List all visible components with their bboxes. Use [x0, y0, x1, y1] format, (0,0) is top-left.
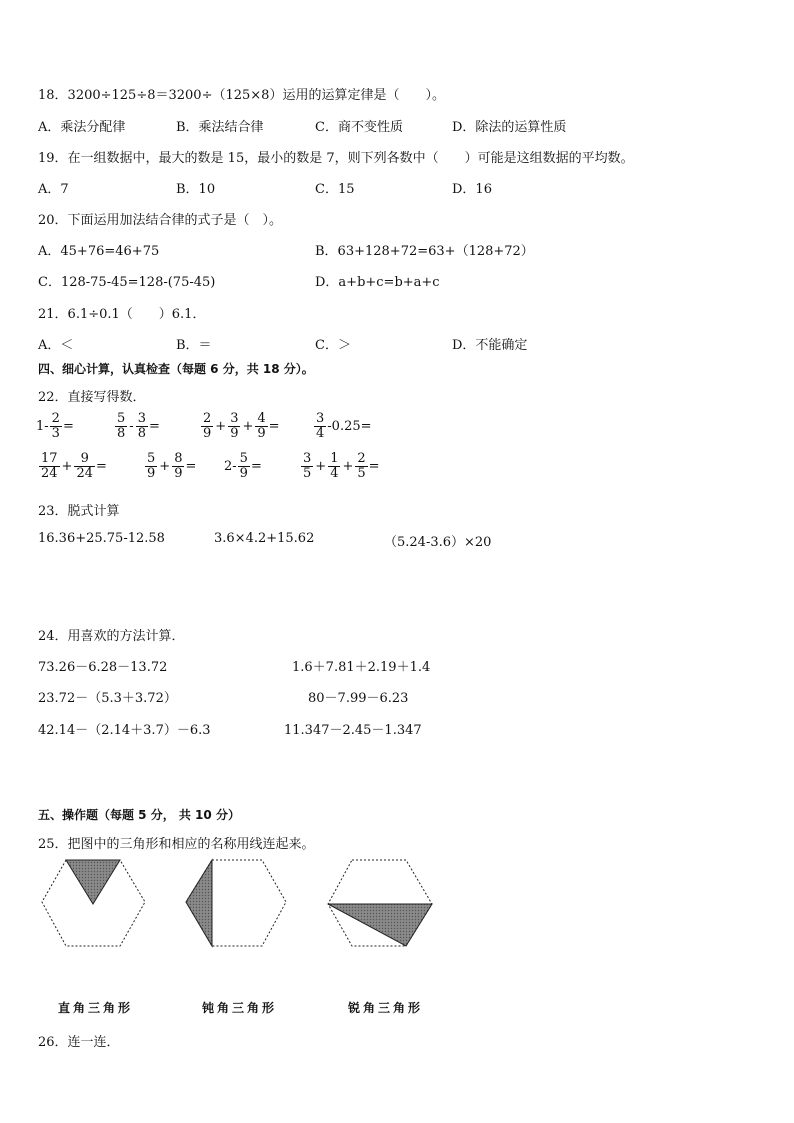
fraction [328, 452, 340, 480]
q23-item-2: 3.6×4.2+15.62 [214, 531, 315, 546]
q19-option-c: C．15 [315, 182, 355, 197]
operator: + [159, 458, 171, 474]
label-acute-triangle: 锐角三角形 [348, 1001, 424, 1015]
fraction [136, 412, 148, 440]
q24-item-4: 80－7.99－6.23 [308, 691, 409, 706]
q21-option-b: B．＝ [176, 338, 212, 353]
q19-option-a: A．7 [38, 182, 69, 197]
fraction [301, 452, 313, 480]
q22-expr-2 [114, 412, 160, 440]
q24-item-2: 1.6＋7.81＋2.19＋1.4 [292, 660, 431, 675]
fraction [201, 412, 213, 440]
q24-item-5: 42.14－（2.14＋3.7）－6.3 [38, 723, 211, 738]
q18-stem: 18．3200÷125÷8＝3200÷（125×8）运用的运算定律是（ ）。 [38, 88, 445, 103]
expr-text: = [250, 458, 262, 474]
q23-item-1: 16.36+25.75-12.58 [38, 531, 165, 546]
expr-text: = [96, 458, 107, 474]
q21-option-c: C．＞ [315, 338, 351, 353]
q22-stem: 22．直接写得数． [38, 390, 146, 405]
hexagon-figure-1 [42, 860, 145, 946]
numerator: 2 [51, 411, 60, 426]
numerator: 3 [137, 411, 146, 426]
q23-stem: 23．脱式计算 [38, 504, 120, 519]
q24-item-6: 11.347－2.45－1.347 [284, 723, 422, 738]
expr-text: = [62, 418, 74, 434]
expr-text: = [148, 418, 160, 434]
q22-expr-5 [38, 452, 107, 480]
q26-stem: 26．连一连． [38, 1035, 120, 1050]
q19-stem: 19．在一组数据中，最大的数是 15，最小的数是 7，则下列各数中（ ）可能是这组数据的平均数。 [38, 151, 634, 166]
denominator: 5 [303, 465, 312, 481]
q22-expr-7 [224, 452, 262, 480]
fraction [74, 452, 95, 480]
numerator: 9 [74, 452, 95, 467]
q18-option-a: A．乘法分配律 [38, 120, 126, 135]
operator: + [215, 418, 227, 434]
hexagon-outline [328, 860, 432, 946]
section-5-title: 五、操作题（每题 5 分， 共 10 分） [38, 808, 240, 822]
expr-text: = [268, 418, 280, 434]
denominator: 4 [330, 465, 339, 481]
numerator: 17 [41, 451, 58, 466]
denominator: 4 [316, 425, 325, 441]
numerator: 5 [147, 451, 156, 466]
shaded-triangle [328, 904, 432, 946]
section-4-title: 四、细心计算，认真检查（每题 6 分，共 18 分）。 [38, 362, 314, 376]
fraction [314, 412, 326, 440]
denominator: 9 [257, 425, 266, 441]
shaded-triangle [66, 860, 120, 904]
fraction [50, 412, 62, 440]
label-obtuse-triangle: 钝角三角形 [202, 1001, 278, 1015]
numerator: 3 [230, 411, 239, 426]
denominator: 9 [174, 465, 183, 481]
denominator: 9 [239, 465, 248, 481]
hexagon-figures [30, 852, 470, 972]
q18-option-b: B．乘法结合律 [176, 120, 264, 135]
expr-text: -0.25= [327, 418, 372, 434]
numerator: 2 [203, 411, 212, 426]
q21-option-d: D．不能确定 [452, 338, 528, 353]
q25-stem: 25．把图中的三角形和相应的名称用线连起来。 [38, 837, 315, 852]
expr-text: 2- [224, 458, 237, 474]
denominator: 9 [230, 425, 239, 441]
denominator: 24 [41, 465, 58, 481]
q20-stem: 20．下面运用加法结合律的式子是（ ）。 [38, 213, 283, 228]
operator: - [129, 418, 134, 434]
denominator: 8 [137, 425, 146, 441]
shaded-triangle [186, 860, 212, 946]
fraction [255, 412, 267, 440]
q21-stem: 21．6.1÷0.1（ ）6.1． [38, 307, 206, 322]
q22-expr-6 [144, 452, 196, 480]
operator: + [342, 458, 354, 474]
q24-item-3: 23.72－（5.3＋3.72） [38, 691, 177, 706]
q22-expr-3 [200, 412, 280, 440]
fraction [39, 452, 60, 480]
operator: + [61, 458, 73, 474]
denominator: 9 [203, 425, 212, 441]
q24-item-1: 73.26－6.28－13.72 [38, 660, 168, 675]
q19-option-d: D．16 [452, 182, 492, 197]
label-right-triangle: 直角三角形 [58, 1001, 134, 1015]
numerator: 3 [316, 411, 325, 426]
denominator: 3 [51, 425, 60, 441]
operator: + [242, 418, 254, 434]
q20-option-d: D．a+b+c=b+a+c [315, 275, 440, 290]
numerator: 1 [330, 451, 339, 466]
hexagon-figure-2 [186, 860, 286, 946]
denominator: 24 [76, 465, 93, 481]
q22-expr-8 [300, 452, 380, 480]
q19-option-b: B．10 [176, 182, 216, 197]
q23-item-3: （5.24-3.6）×20 [384, 535, 492, 550]
expr-text: = [185, 458, 197, 474]
expr-text: 1- [36, 418, 49, 434]
fraction [355, 452, 367, 480]
q20-option-c: C．128-75-45=128-(75-45) [38, 275, 216, 290]
fraction [115, 412, 127, 440]
expr-text: = [368, 458, 380, 474]
denominator: 5 [357, 465, 366, 481]
fraction [145, 452, 157, 480]
numerator: 8 [174, 451, 183, 466]
numerator: 2 [357, 451, 366, 466]
q21-option-a: A．＜ [38, 338, 74, 353]
fraction [172, 452, 184, 480]
numerator: 4 [257, 411, 266, 426]
denominator: 8 [117, 425, 126, 441]
q20-option-a: A．45+76=46+75 [38, 244, 160, 259]
numerator: 5 [117, 411, 126, 426]
q20-option-b: B．63+128+72=63+（128+72） [315, 244, 534, 259]
q18-option-c: C．商不变性质 [315, 120, 403, 135]
q24-stem: 24．用喜欢的方法计算． [38, 629, 185, 644]
numerator: 3 [303, 451, 312, 466]
fraction [228, 412, 240, 440]
q22-expr-4 [313, 412, 372, 440]
hexagon-figure-3 [328, 860, 432, 946]
q22-expr-1 [36, 412, 74, 440]
q18-option-d: D．除法的运算性质 [452, 120, 567, 135]
operator: + [315, 458, 327, 474]
denominator: 9 [147, 465, 156, 481]
numerator: 5 [239, 451, 248, 466]
fraction [238, 452, 250, 480]
